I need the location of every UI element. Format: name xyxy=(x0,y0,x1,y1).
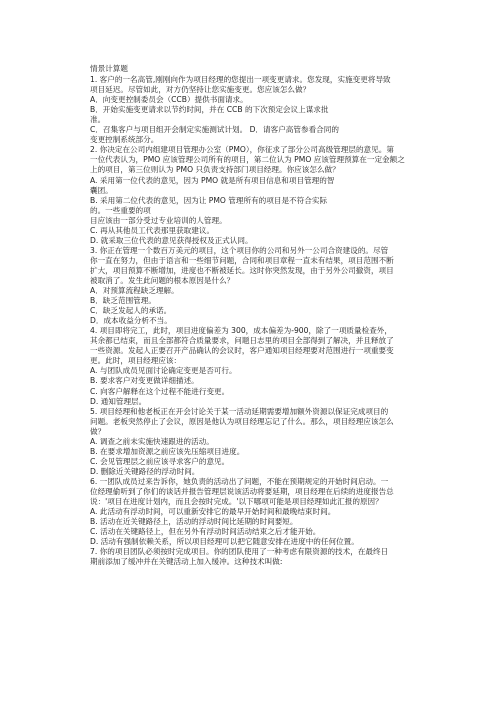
document-body xyxy=(90,75,450,567)
text-line: D. 通知管理层。 xyxy=(90,396,147,406)
text-line: 准。 xyxy=(90,115,106,125)
text-line: A. 此活动有浮动时间，可以重新安排它的最早开始时间和最晚结束时间。 xyxy=(90,507,336,517)
text-line: B. 采用第二位代表的意见，因为让 PMO 管理所有的项目是不符合实际 xyxy=(90,195,328,205)
text-line: B. 在要求增加资源之前应该先压缩项目进度。 xyxy=(90,446,245,456)
text-line: 囊团。 xyxy=(90,185,113,195)
text-line: 5. 项目经理和他老板正在开会讨论关于某一活动延期需要增加额外资源以保证完成项目的 xyxy=(90,406,389,416)
text-line: 一位代表认为，PMO 应该管理公司所有的项目，第二位认为 PMO 应该管理预算在一定金额之 xyxy=(90,155,405,165)
text-line: 2. 你决定在公司内组建项目管理办公室（PMO），你征求了部分公司高级管理层的意见。第 xyxy=(90,145,394,155)
text-line: A. 与团队成员见面讨论确定变更是否可行。 xyxy=(90,366,237,376)
text-line: 项目延迟。尽管如此，对方仍坚持让您实施变更。您应该怎么做？ xyxy=(90,85,311,95)
text-line: B．缺乏范围管理。 xyxy=(90,296,156,306)
text-line: 其余都已结束，而且全部都符合质量要求，问题日志里的项目全部得到了解决，并且释放了 xyxy=(90,336,394,346)
text-line: 目应该由一部分受过专业培训的人管理。 xyxy=(90,215,227,225)
text-line: 4. 项目即将完工，此时，项目进度偏差为 300，成本偏差为-900，除了一项质量检查外， xyxy=(90,326,392,336)
text-line: 变更控制系统部分。 xyxy=(90,135,159,145)
text-line: 的。一些重要的项 xyxy=(90,205,151,215)
text-line: 问题。老板突然停止了会议，原因是他认为项目经理忘记了什么。那么，项目经理应该怎么 xyxy=(90,416,394,426)
text-line: C. 向客户解释在这个过程不能进行变更。 xyxy=(90,386,230,396)
text-line: A．对预算流程缺乏理解。 xyxy=(90,286,179,296)
text-line: C．缺乏发起人的承诺。 xyxy=(90,306,172,316)
text-line: 7. 你的项目团队必须按时完成项目。你的团队使用了一种考虑有限资源的技术，在最终日 xyxy=(90,547,389,557)
text-line: C. 再从其他员工代表那里获取建议。 xyxy=(90,225,215,235)
document-title: 情景计算题 xyxy=(90,64,128,73)
text-line: A. 调查之前未实施快速跟进的活动。 xyxy=(90,436,214,446)
text-line: 上的项目，第三位则认为 PMO 只负责支持部门项目经理。你应该怎么做？ xyxy=(90,165,340,175)
text-line: 6. 一团队成员过来告诉你，她负责的活动出了问题，不能在预期规定的开始时间启动。一 xyxy=(90,476,389,486)
text-line: 你一直在努力，但由于语言和一些细节问题，合同和项目章程一直未有结果，项目范围不断 xyxy=(90,255,394,265)
text-line: D. 活动有强制依赖关系，所以项目经理可以把它随意安排在进度中的任何位置。 xyxy=(90,537,359,547)
text-line: 1. 客户的一名高管,刚刚向作为项目经理的您提出一项变更请求。您发现，实施变更将导致 xyxy=(90,75,391,85)
text-line: A. 采用第一位代表的意见，因为 PMO 就是所有项目信息和项目管理的智 xyxy=(90,175,335,185)
text-line: 更。此时，项目经理应该： xyxy=(90,356,182,366)
text-line: 一些资源。发起人正要召开产品确认的会议时，客户通知项目经理要对范围进行一项重要变 xyxy=(90,346,394,356)
text-line: 期前添加了缓冲并在关键活动上加入缓冲。这种技术叫做: xyxy=(90,557,283,567)
text-line: 3. 你正在管理一个数百万美元的项目，这个项目你的公司和另外一公司合资建设的。尽管 xyxy=(90,245,389,255)
text-line: 说：'项目在进度计划内，而且会按时完成。'以下哪项可能是项目经理如此汇报的原因？ xyxy=(90,497,383,507)
text-line: 扩大，项目预算不断增加，进度也不断被延长。这时你突然发现，由于另外公司撤资，项目 xyxy=(90,265,394,275)
text-line: B. 要求客户对变更做详细描述。 xyxy=(90,376,199,386)
text-line: D．成本收益分析不当。 xyxy=(90,316,172,326)
text-line: A．向变更控制委员会（CCB）提供书面请求。 xyxy=(90,95,248,105)
text-line: C. 活动在关键路径上，但在另外有浮动时间活动结束之后才能开始。 xyxy=(90,527,321,537)
text-line: C．召集客户与项目组开会制定实施测试计划。 D．请客户高管参看合同的 xyxy=(90,125,339,135)
text-line: 位经理偷听到了你们的谈话并报告管理层说该活动将要延期，项目经理在后续的进度报告总 xyxy=(90,486,394,496)
text-line: 做？ xyxy=(90,426,106,436)
text-line: D. 删除近关键路径的浮动时间。 xyxy=(90,466,200,476)
text-line: D. 就采取三位代表的意见获得授权及正式认同。 xyxy=(90,235,253,245)
text-line: B. 活动在近关键路径上，活动的浮动时间比延期的时间要短。 xyxy=(90,517,298,527)
text-line: B．开始实施变更请求以节约时间，并在 CCB 的下次预定会议上谋求批 xyxy=(90,105,329,115)
text-line: 被取消了。发生此问题的根本原因是什么？ xyxy=(90,275,235,285)
text-line: C. 会见管理层之前应该寻求客户的意见。 xyxy=(90,456,230,466)
